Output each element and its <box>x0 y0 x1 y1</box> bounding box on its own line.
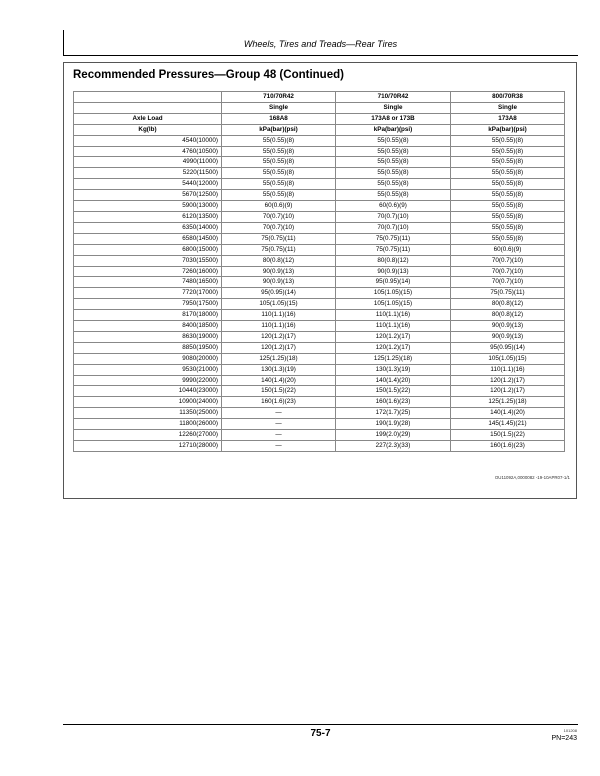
table-row <box>74 386 565 397</box>
pressure-cell: 90(0.9)(13) <box>336 266 451 277</box>
axle-load-cell: 7030(15500) <box>74 255 222 266</box>
section-title: Recommended Pressures—Group 48 (Continued) <box>73 69 344 81</box>
pressure-cell: 75(0.75)(11) <box>336 244 451 255</box>
pressure-cell: 120(1.2)(17) <box>336 342 451 353</box>
table-row <box>74 211 565 222</box>
table-header-row <box>74 113 565 124</box>
chapter-title: Wheels, Tires and Treads—Rear Tires <box>243 39 398 49</box>
pressure-cell: 70(0.7)(10) <box>222 222 336 233</box>
pressure-cell: 90(0.9)(13) <box>222 277 336 288</box>
pressure-cell: 75(0.75)(11) <box>336 233 451 244</box>
table-header-cell: Single <box>336 102 451 113</box>
table-row <box>74 255 565 266</box>
pressure-cell: 70(0.7)(10) <box>451 255 565 266</box>
axle-load-cell: 12260(27000) <box>74 430 222 441</box>
pressure-cell: 80(0.8)(12) <box>451 310 565 321</box>
pressure-cell: 145(1.45)(21) <box>451 419 565 430</box>
table-header-cell <box>74 102 222 113</box>
table-header-cell: Single <box>222 102 336 113</box>
pressure-cell: 125(1.25)(18) <box>222 353 336 364</box>
pressure-cell: 90(0.9)(13) <box>451 331 565 342</box>
table-header-cell: Kg(lb) <box>74 124 222 135</box>
pressure-cell: 105(1.05)(15) <box>222 299 336 310</box>
pressure-cell: 55(0.55)(8) <box>222 146 336 157</box>
table-header-row <box>74 102 565 113</box>
pressure-cell: 95(0.95)(14) <box>336 277 451 288</box>
pressure-cell: 55(0.55)(8) <box>451 157 565 168</box>
axle-load-cell: 7720(17000) <box>74 288 222 299</box>
table-header-cell: 173A8 or 173B <box>336 113 451 124</box>
pressure-cell: — <box>222 441 336 452</box>
pressure-cell: 75(0.75)(11) <box>222 244 336 255</box>
pressure-cell: 75(0.75)(11) <box>222 233 336 244</box>
pressure-cell: 199(2.0)(29) <box>336 430 451 441</box>
footer-rule <box>63 724 578 725</box>
pressure-cell: 120(1.2)(17) <box>336 331 451 342</box>
pressure-cell: 120(1.2)(17) <box>222 342 336 353</box>
table-row <box>74 222 565 233</box>
table-row <box>74 168 565 179</box>
table-row <box>74 321 565 332</box>
table-header-row <box>74 92 565 103</box>
pressure-cell: 80(0.8)(12) <box>451 299 565 310</box>
pressure-cell: 55(0.55)(8) <box>451 168 565 179</box>
pressure-cell: 55(0.55)(8) <box>222 157 336 168</box>
table-row <box>74 441 565 452</box>
table-row <box>74 277 565 288</box>
pressure-cell: 70(0.7)(10) <box>451 266 565 277</box>
pressure-cell: 55(0.55)(8) <box>222 135 336 146</box>
table-header-cell: Single <box>451 102 565 113</box>
pressure-cell: — <box>222 430 336 441</box>
axle-load-cell: 9990(22000) <box>74 375 222 386</box>
pressure-cell: 55(0.55)(8) <box>451 201 565 212</box>
axle-load-cell: 7260(16000) <box>74 266 222 277</box>
pressure-cell: 120(1.2)(17) <box>451 386 565 397</box>
table-row <box>74 419 565 430</box>
table-header-cell <box>74 92 222 103</box>
pressure-cell: 110(1.1)(16) <box>336 321 451 332</box>
pressure-cell: 110(1.1)(16) <box>222 321 336 332</box>
axle-load-cell: 5900(13000) <box>74 201 222 212</box>
axle-load-cell: 11350(25000) <box>74 408 222 419</box>
pressure-cell: 227(2.3)(33) <box>336 441 451 452</box>
pressure-cell: 125(1.25)(18) <box>336 353 451 364</box>
pressure-cell: 120(1.2)(17) <box>222 331 336 342</box>
pressure-cell: 55(0.55)(8) <box>336 157 451 168</box>
axle-load-cell: 4540(10000) <box>74 135 222 146</box>
pressure-cell: 55(0.55)(8) <box>222 168 336 179</box>
pressure-cell: 55(0.55)(8) <box>451 211 565 222</box>
table-row <box>74 310 565 321</box>
axle-load-cell: 5440(12000) <box>74 179 222 190</box>
pressure-cell: 55(0.55)(8) <box>451 179 565 190</box>
axle-load-cell: 5220(11500) <box>74 168 222 179</box>
pressure-cell: 120(1.2)(17) <box>451 375 565 386</box>
table-header-cell: 710/70R42 <box>336 92 451 103</box>
axle-load-cell: 7480(16500) <box>74 277 222 288</box>
pressure-cell: 55(0.55)(8) <box>451 190 565 201</box>
table-header-cell: kPa(bar)(psi) <box>336 124 451 135</box>
pressure-cell: 55(0.55)(8) <box>451 135 565 146</box>
pressure-cell: 70(0.7)(10) <box>451 277 565 288</box>
pressure-cell: 130(1.3)(19) <box>222 364 336 375</box>
table-row <box>74 201 565 212</box>
axle-load-cell: 9080(20000) <box>74 353 222 364</box>
axle-load-cell: 6580(14500) <box>74 233 222 244</box>
pressure-cell: 55(0.55)(8) <box>336 190 451 201</box>
table-header-cell: Axle Load <box>74 113 222 124</box>
pressure-cell: 130(1.3)(19) <box>336 364 451 375</box>
axle-load-cell: 12710(28000) <box>74 441 222 452</box>
axle-load-cell: 6350(14000) <box>74 222 222 233</box>
pressure-table-box <box>63 62 577 499</box>
pressure-cell: 110(1.1)(16) <box>222 310 336 321</box>
table-row <box>74 342 565 353</box>
pressure-cell: 160(1.6)(23) <box>451 441 565 452</box>
pressure-cell: 140(1.4)(20) <box>222 375 336 386</box>
pressure-cell: 105(1.05)(15) <box>336 299 451 310</box>
pressure-cell: 140(1.4)(20) <box>336 375 451 386</box>
table-row <box>74 353 565 364</box>
table-header-cell: 800/70R38 <box>451 92 565 103</box>
pressure-cell: 160(1.6)(23) <box>222 397 336 408</box>
pressure-cell: 55(0.55)(8) <box>336 146 451 157</box>
pressure-cell: 55(0.55)(8) <box>336 168 451 179</box>
table-row <box>74 364 565 375</box>
table-row <box>74 146 565 157</box>
table-row <box>74 288 565 299</box>
pressure-cell: 55(0.55)(8) <box>336 179 451 190</box>
axle-load-cell: 4990(11000) <box>74 157 222 168</box>
pressure-cell: 160(1.6)(23) <box>336 397 451 408</box>
table-row <box>74 331 565 342</box>
axle-load-cell: 10440(23000) <box>74 386 222 397</box>
pressure-cell: 70(0.7)(10) <box>222 211 336 222</box>
pressure-cell: 95(0.95)(14) <box>222 288 336 299</box>
pressure-cell: 55(0.55)(8) <box>336 135 451 146</box>
pressure-cell: 55(0.55)(8) <box>451 146 565 157</box>
table-row <box>74 299 565 310</box>
pressure-table <box>73 91 565 452</box>
pressure-cell: 70(0.7)(10) <box>336 211 451 222</box>
page-pn: PN=243 <box>551 735 577 742</box>
pressure-cell: 110(1.1)(16) <box>451 364 565 375</box>
axle-load-cell: 8400(18500) <box>74 321 222 332</box>
pressure-cell: 150(1.5)(22) <box>451 430 565 441</box>
table-row <box>74 157 565 168</box>
axle-load-cell: 8170(18000) <box>74 310 222 321</box>
table-header-cell: 710/70R42 <box>222 92 336 103</box>
pressure-cell: 150(1.5)(22) <box>336 386 451 397</box>
pressure-cell: 80(0.8)(12) <box>222 255 336 266</box>
pressure-cell: 60(0.6)(9) <box>336 201 451 212</box>
pressure-cell: 190(1.9)(28) <box>336 419 451 430</box>
axle-load-cell: 6800(15000) <box>74 244 222 255</box>
pressure-cell: 55(0.55)(8) <box>222 190 336 201</box>
table-header-cell: 173A8 <box>451 113 565 124</box>
axle-load-cell: 8850(19500) <box>74 342 222 353</box>
table-header-cell: kPa(bar)(psi) <box>451 124 565 135</box>
axle-load-cell: 5670(12500) <box>74 190 222 201</box>
table-row <box>74 190 565 201</box>
axle-load-cell: 4760(10500) <box>74 146 222 157</box>
axle-load-cell: 10900(24000) <box>74 397 222 408</box>
table-header-cell: kPa(bar)(psi) <box>222 124 336 135</box>
pressure-cell: 150(1.5)(22) <box>222 386 336 397</box>
axle-load-cell: 6120(13500) <box>74 211 222 222</box>
axle-load-cell: 8630(19000) <box>74 331 222 342</box>
pressure-cell: 172(1.7)(25) <box>336 408 451 419</box>
table-row <box>74 244 565 255</box>
page-number: 75-7 <box>310 728 331 739</box>
date-code: 101208 <box>563 728 577 733</box>
pressure-cell: 90(0.9)(13) <box>451 321 565 332</box>
table-row <box>74 233 565 244</box>
table-row <box>74 408 565 419</box>
table-header-row <box>74 124 565 135</box>
pressure-cell: 90(0.9)(13) <box>222 266 336 277</box>
pressure-cell: 55(0.55)(8) <box>451 233 565 244</box>
axle-load-cell: 7950(17500) <box>74 299 222 310</box>
axle-load-cell: 11800(26000) <box>74 419 222 430</box>
pressure-cell: 70(0.7)(10) <box>336 222 451 233</box>
pressure-cell: 60(0.6)(9) <box>451 244 565 255</box>
table-row <box>74 266 565 277</box>
pressure-cell: 110(1.1)(16) <box>336 310 451 321</box>
table-header-cell: 168A8 <box>222 113 336 124</box>
pressure-cell: 55(0.55)(8) <box>222 179 336 190</box>
reference-code: OU11092A,0000082 -19-10APR07-1/1 <box>494 475 570 480</box>
pressure-cell: — <box>222 419 336 430</box>
table-row <box>74 397 565 408</box>
pressure-cell: — <box>222 408 336 419</box>
table-row <box>74 430 565 441</box>
pressure-cell: 95(0.95)(14) <box>451 342 565 353</box>
table-row <box>74 375 565 386</box>
pressure-cell: 55(0.55)(8) <box>451 222 565 233</box>
pressure-cell: 105(1.05)(15) <box>451 353 565 364</box>
pressure-cell: 140(1.4)(20) <box>451 408 565 419</box>
pressure-cell: 75(0.75)(11) <box>451 288 565 299</box>
table-row <box>74 179 565 190</box>
pressure-cell: 80(0.8)(12) <box>336 255 451 266</box>
pressure-cell: 125(1.25)(18) <box>451 397 565 408</box>
pressure-cell: 105(1.05)(15) <box>336 288 451 299</box>
pressure-cell: 60(0.6)(9) <box>222 201 336 212</box>
header-rule <box>63 55 578 56</box>
axle-load-cell: 9530(21000) <box>74 364 222 375</box>
table-row <box>74 135 565 146</box>
